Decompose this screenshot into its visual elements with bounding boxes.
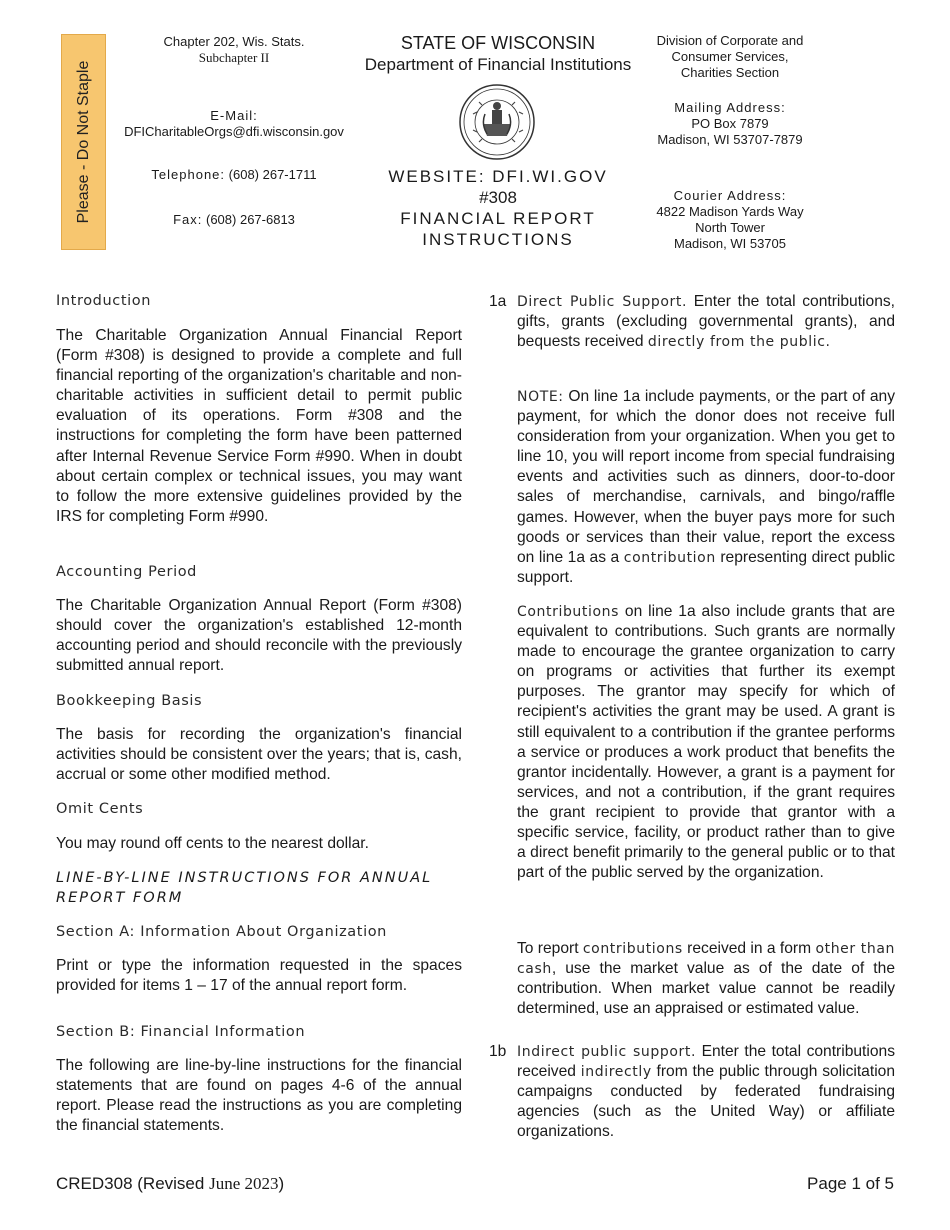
item-1b-keyword: indirectly xyxy=(580,1064,652,1081)
fax-block xyxy=(118,212,350,228)
item-1a-term: Direct Public Support. xyxy=(517,294,687,310)
form-revision xyxy=(56,1174,284,1194)
contributions-body: on line 1a also include grants that are equivalent to contributions. Such grants are normally made to encourage the grantee organization to carry on programs or activities that further its exempt purposes. The grantor may specify for which of recipient's activities the grant may be used. A grant is still equivalent to a contribution if the grantee performs a service or produces a work product that benefits the grantor incidentally. However, a grant is a payment for services, and not a contribution, if the grant requires the grant recipient to provide that grantor with a specific service, facility, or product rather than to give a direct benefit primarily to the general public or to that part of the public served by the organization. xyxy=(517,603,895,882)
form-number: #308 xyxy=(479,188,517,207)
revised-date: June 2023 xyxy=(209,1174,279,1193)
contributions-paragraph xyxy=(517,602,895,883)
division-line-3: Charities Section xyxy=(680,65,780,80)
courier-address-label: Courier Address: xyxy=(673,188,787,203)
website-url[interactable]: DFI.WI.GOV xyxy=(492,167,608,186)
courier-address-line-1: 4822 Madison Yards Way xyxy=(656,204,804,219)
line-by-line-heading: LINE-BY-LINE INSTRUCTIONS FOR ANNUAL REPORT FORM xyxy=(56,870,433,907)
statute-subchapter: Subchapter II xyxy=(198,50,270,65)
item-1b-part-b: from the public through solicitation campaigns conducted by federated fundraising agencies (such as the United Way) or affiliate organizations. xyxy=(517,1063,896,1141)
form-id: CRED308 (Revised xyxy=(56,1174,205,1193)
section-b-text: The following are line-by-line instructions for the financial statements that are found on pages 4-6 of the annual report. Please read the instructions as you are completing the financial statements. xyxy=(56,1057,462,1135)
fax-label: Fax: xyxy=(173,212,203,227)
do-not-staple-text: Please - Do Not Staple xyxy=(74,60,92,224)
mailing-address-label: Mailing Address: xyxy=(674,100,786,115)
omit-cents-text: You may round off cents to the nearest dollar. xyxy=(56,835,369,852)
note-label: NOTE: xyxy=(517,389,564,405)
telephone-label: Telephone: xyxy=(151,167,226,182)
page-number: Page 1 of 5 xyxy=(807,1174,894,1193)
division-block xyxy=(645,33,815,81)
intro-heading: Introduction xyxy=(56,293,152,309)
section-b-heading: Section B: Financial Information xyxy=(56,1024,306,1040)
division-line-1: Division of Corporate and xyxy=(656,33,804,48)
statute-chapter: Chapter 202, Wis. Stats. xyxy=(163,34,305,49)
mailing-address-line-2: Madison, WI 53707-7879 xyxy=(657,132,803,147)
report-part-a: To report xyxy=(517,940,583,957)
report-part-b: received in a form xyxy=(682,940,816,957)
bookkeeping-text: The basis for recording the organization's financial activities should be consistent over the years; that is, cash, accrual or some other modified method. xyxy=(56,726,462,784)
note-keyword: contribution xyxy=(623,549,716,566)
item-1a-number: 1a xyxy=(489,293,507,310)
item-1b-text xyxy=(517,1042,895,1142)
contributions-keyword: Contributions xyxy=(517,604,620,620)
website-label: WEBSITE: xyxy=(388,167,486,186)
report-keyword-2: other than cash xyxy=(517,941,895,978)
state-seal-icon xyxy=(459,84,535,160)
state-name: STATE OF WISCONSIN xyxy=(400,33,596,53)
website-line xyxy=(355,166,641,187)
bookkeeping-heading: Bookkeeping Basis xyxy=(56,693,203,709)
intro-text: The Charitable Organization Annual Financial Report (Form #308) is designed to provide a complete and full financial reporting of the organization's charitable and non-charitable activities in sufficient detail to permit public evaluation of its operations. Form #308 and the instructions for completing the form have been patterned after Internal Revenue Service Form #990. When in doubt about certain complex or technical issues, you may want to follow the more extensive guidelines provided by the IRS for completing Form #990. xyxy=(56,327,462,525)
item-1a-term2: directly from the public. xyxy=(647,334,831,351)
section-a-heading: Section A: Information About Organization xyxy=(56,924,387,940)
mailing-address-block xyxy=(645,100,815,148)
document-title-line-1: FINANCIAL REPORT xyxy=(400,209,596,228)
report-part-c: , use the market value as of the date of the contribution. When market value cannot be readily determined, use an appraised or estimated value. xyxy=(517,960,895,1018)
document-title-line-2: INSTRUCTIONS xyxy=(422,230,574,249)
note-paragraph xyxy=(517,387,895,588)
division-line-2: Consumer Services, xyxy=(671,49,789,64)
fax-number: (608) 267-6813 xyxy=(206,212,295,227)
item-1a-text xyxy=(517,292,895,352)
item-1b-term: Indirect public support. xyxy=(517,1044,697,1060)
report-keyword-1: contributions xyxy=(582,941,683,957)
item-1b-part-a: Enter the total contributions received xyxy=(517,1043,895,1081)
agency-title xyxy=(355,33,641,75)
courier-address-line-3: Madison, WI 53705 xyxy=(673,236,786,251)
email-block xyxy=(118,108,350,140)
mailing-address-line-1: PO Box 7879 xyxy=(691,116,769,131)
accounting-period-heading: Accounting Period xyxy=(56,564,197,580)
item-1a-body: Enter the total contributions, gifts, grants (excluding governmental grants), and bequests received xyxy=(517,293,895,351)
report-paragraph xyxy=(517,939,895,1019)
telephone-block xyxy=(118,167,350,183)
accounting-period-text: The Charitable Organization Annual Report (Form #308) should cover the organization's established 12-month accounting period and should reconcile with the previously submitted annual report. xyxy=(56,597,462,675)
section-a-text: Print or type the information requested in the spaces provided for items 1 – 17 of the annual report form. xyxy=(56,957,462,995)
form-revision-close: ) xyxy=(278,1174,285,1193)
statute-reference xyxy=(118,34,350,66)
department-name: Department of Financial Institutions xyxy=(364,55,632,74)
do-not-staple-banner xyxy=(61,34,106,250)
item-1b-number: 1b xyxy=(489,1043,507,1060)
courier-address-block xyxy=(645,188,815,252)
courier-address-line-2: North Tower xyxy=(695,220,765,235)
email-address[interactable]: DFICharitableOrgs@dfi.wisconsin.gov xyxy=(124,124,344,139)
email-label: E-Mail: xyxy=(210,108,258,123)
telephone-number: (608) 267-1711 xyxy=(228,167,317,182)
note-tail: representing direct public support. xyxy=(517,548,895,586)
omit-cents-heading: Omit Cents xyxy=(56,801,144,817)
note-body: On line 1a include payments, or the part of any payment, for which the donor does not receive full consideration from your organization. When you get to line 10, you will report income from special fundraising events and activities such as dinners, door-to-door sales of merchandise, carnivals, and bingo/raffle games. However, when the buyer pays more for such goods or services than their value, report the excess on line 1a as a xyxy=(517,388,895,566)
document-title-block xyxy=(355,166,641,250)
